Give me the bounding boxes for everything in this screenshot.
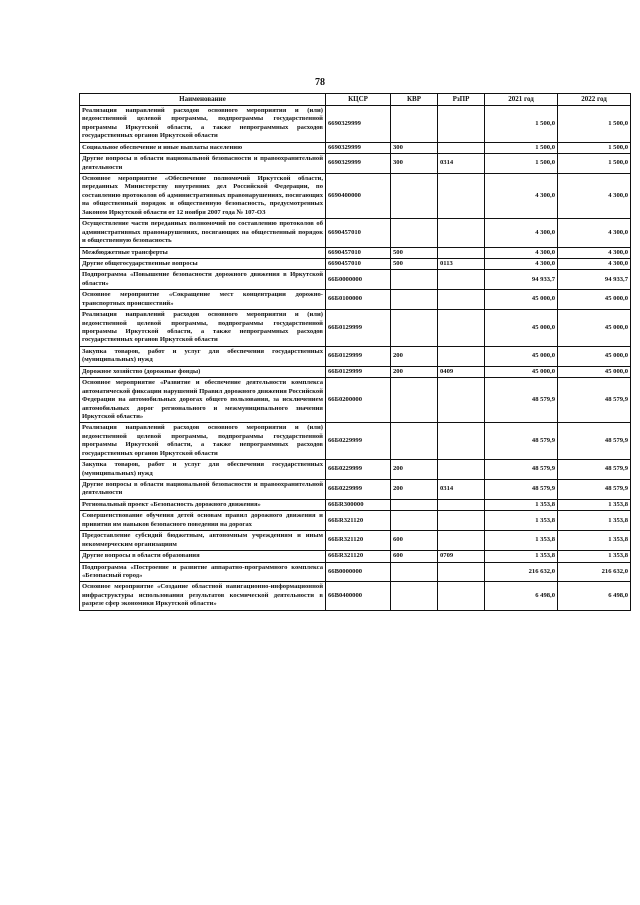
row-amount-2022: 45 000,0: [558, 366, 631, 377]
row-name: Подпрограмма «Построение и развитие аппаратно-программного комплекса «Безопасный город»: [80, 562, 326, 582]
row-kvr: 200: [391, 366, 438, 377]
row-name: Другие вопросы в области национальной безопасности и правоохранительной деятельности: [80, 480, 326, 500]
row-kcsr: 6690329999: [326, 105, 391, 142]
row-kcsr: 6690400000: [326, 174, 391, 219]
row-kcsr: 66Б0129999: [326, 366, 391, 377]
row-amount-2022: 4 300,0: [558, 258, 631, 269]
row-amount-2022: 1 500,0: [558, 154, 631, 174]
header-2021: 2021 год: [485, 94, 558, 106]
row-kcsr: 6690457010: [326, 258, 391, 269]
table-row: [80, 423, 631, 460]
table-row: [80, 378, 631, 423]
row-kvr: 200: [391, 460, 438, 480]
row-name: Межбюджетные трансферты: [80, 247, 326, 258]
row-name: Основное мероприятие «Обеспечение полномочий Иркутской области, переданных Министерству внутренних дел Российской Федерации, по составлению протоколов об административных правонарушениях, посягающих на общественный порядок и общественную безопасность, предусмотренных Законом Иркутской области от 12 ноября 2007 года № 107-ОЗ: [80, 174, 326, 219]
row-rzpr: [438, 174, 485, 219]
row-amount-2022: 48 579,9: [558, 423, 631, 460]
table-row: [80, 366, 631, 377]
row-kcsr: 66БR321120: [326, 531, 391, 551]
row-kvr: [391, 270, 438, 290]
row-rzpr: 0314: [438, 154, 485, 174]
row-kcsr: 66БR321120: [326, 551, 391, 562]
table-header-row: [80, 94, 631, 106]
row-rzpr: [438, 105, 485, 142]
row-rzpr: [438, 511, 485, 531]
row-rzpr: [438, 562, 485, 582]
row-amount-2021: 1 353,8: [485, 499, 558, 510]
row-amount-2021: 1 353,8: [485, 511, 558, 531]
row-rzpr: [438, 247, 485, 258]
row-amount-2022: 48 579,9: [558, 480, 631, 500]
row-amount-2022: 4 300,0: [558, 247, 631, 258]
row-kcsr: 66Б0229999: [326, 423, 391, 460]
table-row: [80, 219, 631, 247]
row-kcsr: 66БR300000: [326, 499, 391, 510]
header-kvr: КВР: [391, 94, 438, 106]
row-name: Закупка товаров, работ и услуг для обеспечения государственных (муниципальных) нужд: [80, 346, 326, 366]
table-row: [80, 346, 631, 366]
row-amount-2021: 216 632,0: [485, 562, 558, 582]
table-row: [80, 562, 631, 582]
row-amount-2022: 1 353,8: [558, 531, 631, 551]
row-amount-2021: 94 933,7: [485, 270, 558, 290]
row-kcsr: 66В0400000: [326, 582, 391, 610]
row-kvr: 600: [391, 551, 438, 562]
row-rzpr: [438, 270, 485, 290]
row-name: Реализация направлений расходов основного мероприятия и (или) ведомственной целевой программы, подпрограммы государственной программы Иркутской области, а также непрограммных расходов государственных органов Иркутской области: [80, 105, 326, 142]
row-name: Подпрограмма «Повышение безопасности дорожного движения в Иркутской области»: [80, 270, 326, 290]
row-amount-2022: 45 000,0: [558, 346, 631, 366]
table-row: [80, 480, 631, 500]
row-kcsr: 66Б0129999: [326, 310, 391, 347]
row-amount-2022: 1 353,8: [558, 551, 631, 562]
table-row: [80, 142, 631, 153]
row-amount-2021: 1 353,8: [485, 531, 558, 551]
table-row: [80, 582, 631, 610]
row-rzpr: [438, 290, 485, 310]
row-amount-2021: 45 000,0: [485, 290, 558, 310]
row-kvr: [391, 582, 438, 610]
row-kcsr: 66Б0000000: [326, 270, 391, 290]
row-amount-2022: 6 498,0: [558, 582, 631, 610]
row-amount-2021: 48 579,9: [485, 423, 558, 460]
row-kcsr: 66Б0200000: [326, 378, 391, 423]
row-kvr: 200: [391, 480, 438, 500]
row-name: Региональный проект «Безопасность дорожного движения»: [80, 499, 326, 510]
row-kcsr: 6690329999: [326, 154, 391, 174]
row-name: Основное мероприятие «Создание областной навигационно-информационной инфраструктуры использования результатов космической деятельности в разрезе сфер экономики Иркутской области»: [80, 582, 326, 610]
row-amount-2022: 4 300,0: [558, 219, 631, 247]
row-amount-2021: 45 000,0: [485, 310, 558, 347]
row-kvr: 300: [391, 142, 438, 153]
row-name: Предоставление субсидий бюджетным, автономным учреждениям и иным некоммерческим организациям: [80, 531, 326, 551]
row-amount-2021: 4 300,0: [485, 219, 558, 247]
row-amount-2022: 45 000,0: [558, 310, 631, 347]
row-kcsr: 6690457010: [326, 219, 391, 247]
row-rzpr: 0409: [438, 366, 485, 377]
table-row: [80, 460, 631, 480]
row-name: Совершенствование обучения детей основам правил дорожного движения и привития им навыков безопасного поведения на дорогах: [80, 511, 326, 531]
row-amount-2021: 1 353,8: [485, 551, 558, 562]
row-kvr: [391, 310, 438, 347]
table-row: [80, 270, 631, 290]
row-kvr: 500: [391, 258, 438, 269]
row-name: Основное мероприятие «Сокращение мест концентрации дорожно-транспортных происшествий»: [80, 290, 326, 310]
row-amount-2022: 48 579,9: [558, 378, 631, 423]
row-kvr: [391, 219, 438, 247]
row-amount-2022: 94 933,7: [558, 270, 631, 290]
row-amount-2022: 1 500,0: [558, 142, 631, 153]
table-row: [80, 174, 631, 219]
row-rzpr: [438, 423, 485, 460]
row-kvr: 500: [391, 247, 438, 258]
table-row: [80, 310, 631, 347]
row-rzpr: [438, 531, 485, 551]
row-kcsr: 6690329999: [326, 142, 391, 153]
row-amount-2022: 45 000,0: [558, 290, 631, 310]
table-row: [80, 531, 631, 551]
row-kcsr: 66Б0100000: [326, 290, 391, 310]
row-kvr: [391, 290, 438, 310]
row-kvr: 600: [391, 531, 438, 551]
row-rzpr: 0113: [438, 258, 485, 269]
row-amount-2021: 45 000,0: [485, 366, 558, 377]
row-kcsr: 66БR321120: [326, 511, 391, 531]
row-kcsr: 66Б0129999: [326, 346, 391, 366]
row-rzpr: 0314: [438, 480, 485, 500]
budget-table: [79, 93, 631, 611]
row-amount-2021: 48 579,9: [485, 480, 558, 500]
row-rzpr: [438, 582, 485, 610]
row-rzpr: [438, 499, 485, 510]
row-rzpr: [438, 142, 485, 153]
header-rzpr: РзПР: [438, 94, 485, 106]
row-rzpr: [438, 460, 485, 480]
table-row: [80, 258, 631, 269]
row-kvr: 300: [391, 154, 438, 174]
row-amount-2021: 6 498,0: [485, 582, 558, 610]
row-name: Реализация направлений расходов основного мероприятия и (или) ведомственной целевой программы, подпрограммы государственной программы Иркутской области, а также непрограммных расходов государственных органов Иркутской области: [80, 310, 326, 347]
row-name: Социальное обеспечение и иные выплаты населению: [80, 142, 326, 153]
row-kvr: [391, 562, 438, 582]
table-row: [80, 511, 631, 531]
row-kvr: [391, 511, 438, 531]
table-row: [80, 154, 631, 174]
row-amount-2022: 216 632,0: [558, 562, 631, 582]
row-amount-2022: 1 353,8: [558, 511, 631, 531]
row-kvr: [391, 423, 438, 460]
row-amount-2021: 4 300,0: [485, 174, 558, 219]
row-amount-2021: 48 579,9: [485, 460, 558, 480]
row-name: Закупка товаров, работ и услуг для обеспечения государственных (муниципальных) нужд: [80, 460, 326, 480]
table-row: [80, 247, 631, 258]
row-kcsr: 66Б0229999: [326, 460, 391, 480]
row-rzpr: [438, 310, 485, 347]
row-rzpr: [438, 346, 485, 366]
row-name: Дорожное хозяйство (дорожные фонды): [80, 366, 326, 377]
row-amount-2022: 1 500,0: [558, 105, 631, 142]
header-kcsr: КЦСР: [326, 94, 391, 106]
row-kvr: 200: [391, 346, 438, 366]
header-name: Наименование: [80, 94, 326, 106]
row-amount-2021: 48 579,9: [485, 378, 558, 423]
row-kvr: [391, 105, 438, 142]
row-kvr: [391, 378, 438, 423]
row-kcsr: 66Б0229999: [326, 480, 391, 500]
table-row: [80, 551, 631, 562]
row-amount-2021: 4 300,0: [485, 258, 558, 269]
row-name: Реализация направлений расходов основного мероприятия и (или) ведомственной целевой программы, подпрограммы государственной программы Иркутской области, а также непрограммных расходов государственных органов Иркутской области: [80, 423, 326, 460]
row-amount-2021: 4 300,0: [485, 247, 558, 258]
row-kvr: [391, 174, 438, 219]
row-amount-2021: 1 500,0: [485, 154, 558, 174]
row-amount-2021: 45 000,0: [485, 346, 558, 366]
row-amount-2022: 4 300,0: [558, 174, 631, 219]
row-name: Основное мероприятие «Развитие и обеспечение деятельности комплекса автоматической фиксации нарушений Правил дорожного движения Российской Федерации на автомобильных дорогах общего пользования, за исключением автомобильных дорог регионального и межмуниципального значения Иркутской области»: [80, 378, 326, 423]
row-name: Другие вопросы в области национальной безопасности и правоохранительной деятельности: [80, 154, 326, 174]
row-amount-2022: 48 579,9: [558, 460, 631, 480]
row-kvr: [391, 499, 438, 510]
row-rzpr: 0709: [438, 551, 485, 562]
row-name: Другие вопросы в области образования: [80, 551, 326, 562]
row-amount-2021: 1 500,0: [485, 142, 558, 153]
header-2022: 2022 год: [558, 94, 631, 106]
page-number: 78: [315, 77, 325, 88]
table-row: [80, 499, 631, 510]
table-row: [80, 290, 631, 310]
row-amount-2022: 1 353,8: [558, 499, 631, 510]
row-kcsr: 66В0000000: [326, 562, 391, 582]
row-rzpr: [438, 378, 485, 423]
row-kcsr: 6690457010: [326, 247, 391, 258]
table-row: [80, 105, 631, 142]
row-name: Осуществление части переданных полномочий по составлению протоколов об административных правонарушениях, посягающих на общественный порядок и общественную безопасность: [80, 219, 326, 247]
row-amount-2021: 1 500,0: [485, 105, 558, 142]
row-rzpr: [438, 219, 485, 247]
row-name: Другие общегосударственные вопросы: [80, 258, 326, 269]
